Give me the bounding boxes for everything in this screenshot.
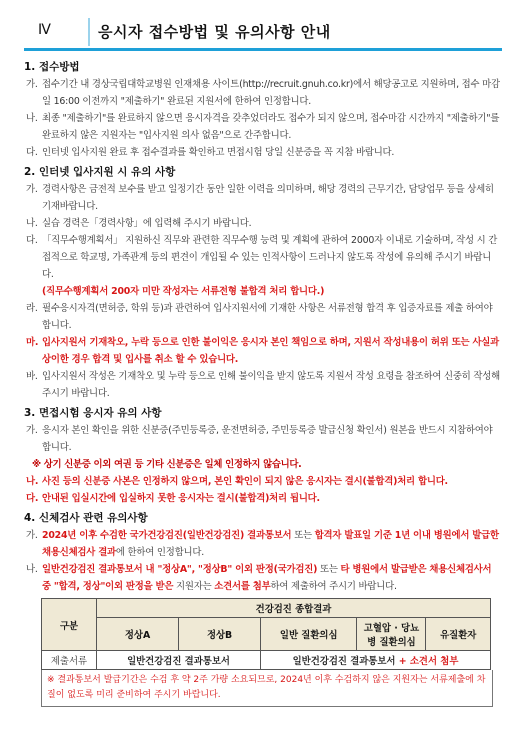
table-footnote: ※ 결과통보서 발급기간은 수검 후 약 2주 가량 소요되므로, 2024년 이후 수검하지 않은 지원자는 서류제출에 차질이 없도록 미리 준비하여 주시기 바랍니다. bbox=[41, 670, 493, 707]
s2-item-na: 나. 실습 경력은「경력사항」에 입력해 주시기 바랍니다. bbox=[26, 218, 252, 229]
section-4-title: 4. 신체검사 관련 유의사항 bbox=[24, 512, 148, 524]
s2-item-ga: 가. 경력사항은 금전적 보수를 받고 일정기간 동안 일한 이력을 의미하며, 해당 경력의 근무기간, 담당업무 등을 상세히 기재바랍니다. bbox=[26, 184, 494, 212]
document-body bbox=[24, 56, 502, 707]
section-header bbox=[24, 18, 502, 44]
table-col-disease: 유질환자 bbox=[426, 618, 491, 651]
table-cell-normal: 일반건강검진 결과통보서 bbox=[97, 651, 261, 670]
section-2-title: 2. 인터넷 입사지원 시 유의 사항 bbox=[24, 166, 176, 178]
section-1-title: 1. 접수방법 bbox=[24, 61, 80, 73]
s4-item-ga: 가. 2024년 이후 수검한 국가건강검진(일반건강검진) 결과통보서 또는 합격자 발표일 기준 1년 이내 병원에서 발급한 채용신체검사 결과에 한하여 인정합니다. bbox=[26, 530, 499, 558]
s2-item-ma: 마. 입사지원서 기재착오, 누락 등으로 인한 불이익은 응시자 본인 책임으로 하며, 지원서 작성내용이 허위 또는 사실과 상이한 경우 합격 및 입사를 취소 할 수 있습니다. bbox=[26, 337, 500, 365]
s3-note: ※ 상기 신분증 이외 여권 등 기타 신분증은 일체 인정하지 않습니다. bbox=[32, 459, 302, 470]
table-col-hypertension: 고혈압 · 당뇨병 질환의심 bbox=[357, 618, 426, 651]
s1-item-na: 나. 최종 "제출하기"를 완료하지 않으면 응시자격을 갖추었더라도 접수가 되지 않으며, 접수마감 시간까지 "제출하기"를 완료하지 않은 지원자는 "입사지원 의사 없음"으로 간주합니다. bbox=[26, 113, 500, 141]
table-row bbox=[42, 651, 491, 670]
s2-item-da: 다. 「직무수행계획서」 지원하신 직무와 관련한 직무수행 능력 및 계획에 관하여 2000자 이내로 기술하며, 작성 시 간접적으로 학교명, 가족관계 등의 편견이 개입될 수 있는 인적사항이 드러나지 않도록 작성에 유의해 주시기 바랍니다. (직무수행계획서 200자 미만 작성자는 서류전형 불합격 처리 합니다.) bbox=[26, 235, 498, 297]
s2-item-ra: 라. 필수응시자격(면허증, 학위 등)과 관련하여 입사지원서에 기재한 사항은 서류전형 합격 후 입증자료를 제출 하여야 합니다. bbox=[26, 303, 493, 331]
s3-item-na: 나. 사진 등의 신분증 사본은 인정하지 않으며, 본인 확인이 되지 않은 응시자는 결시(불합격)처리 합니다. bbox=[26, 476, 448, 487]
s2-da-warning: (직무수행계획서 200자 미만 작성자는 서류전형 불합격 처리 합니다.) bbox=[42, 286, 325, 297]
header-underline bbox=[24, 48, 502, 51]
header-divider bbox=[88, 18, 90, 46]
s3-item-da: 다. 안내된 입실시간에 입실하지 못한 응시자는 결시(불합격)처리 됩니다. bbox=[26, 493, 320, 504]
table-header-gubun: 구분 bbox=[42, 599, 97, 651]
s1-item-da: 다. 인터넷 입사지원 완료 후 접수결과를 확인하고 면접시험 당일 신분증을 꼭 지참 바랍니다. bbox=[26, 147, 395, 158]
table-col-normal-a: 정상A bbox=[97, 618, 179, 651]
page-title: 응시자 접수방법 및 유의사항 안내 bbox=[98, 23, 331, 41]
s2-item-ba: 바. 입사지원서 작성은 기재착오 및 누락 등으로 인해 불이익을 받지 않도록 지원서 작성 요령을 참조하여 신중히 작성해 주시기 바랍니다. bbox=[26, 371, 500, 399]
s4-item-na: 나. 일반건강검진 결과통보서 내 "정상A", "정상B" 이외 판정(국가검진) 또는 타 병원에서 발급받은 채용신체검사서 중 "합격, 정상"이외 판정을 받은 지원자는 소견서를 첨부하여 제출하여 주시기 바랍니다. bbox=[26, 564, 492, 592]
s1-item-ga: 가. 접수기간 내 경상국립대학교병원 인재채용 사이트(http://recruit.gnuh.co.kr)에서 해당공고로 지원하며, 접수 마감일 16:00 이전까지 "제출하기" 완료된 지원서에 한하여 인정합니다. bbox=[26, 79, 500, 107]
table-row-label: 제출서류 bbox=[42, 651, 97, 670]
table-col-normal-b: 정상B bbox=[179, 618, 261, 651]
s3-item-ga: 가. 응시자 본인 확인을 위한 신분증(주민등록증, 운전면허증, 주민등록증 발급신청 확인서) 원본을 반드시 지참하여야 합니다. bbox=[26, 425, 493, 453]
section-number: Ⅳ bbox=[38, 22, 51, 38]
table-header-group: 건강검진 종합결과 bbox=[97, 599, 491, 618]
health-check-table bbox=[41, 598, 491, 670]
table-col-general: 일반 질환의심 bbox=[261, 618, 357, 651]
table-cell-other: 일반건강검진 결과통보서 + 소견서 첨부 bbox=[261, 651, 491, 670]
recruit-link[interactable]: http://recruit.gnuh.co.kr bbox=[242, 79, 350, 90]
section-3-title: 3. 면접시험 응시자 유의 사항 bbox=[24, 407, 162, 419]
